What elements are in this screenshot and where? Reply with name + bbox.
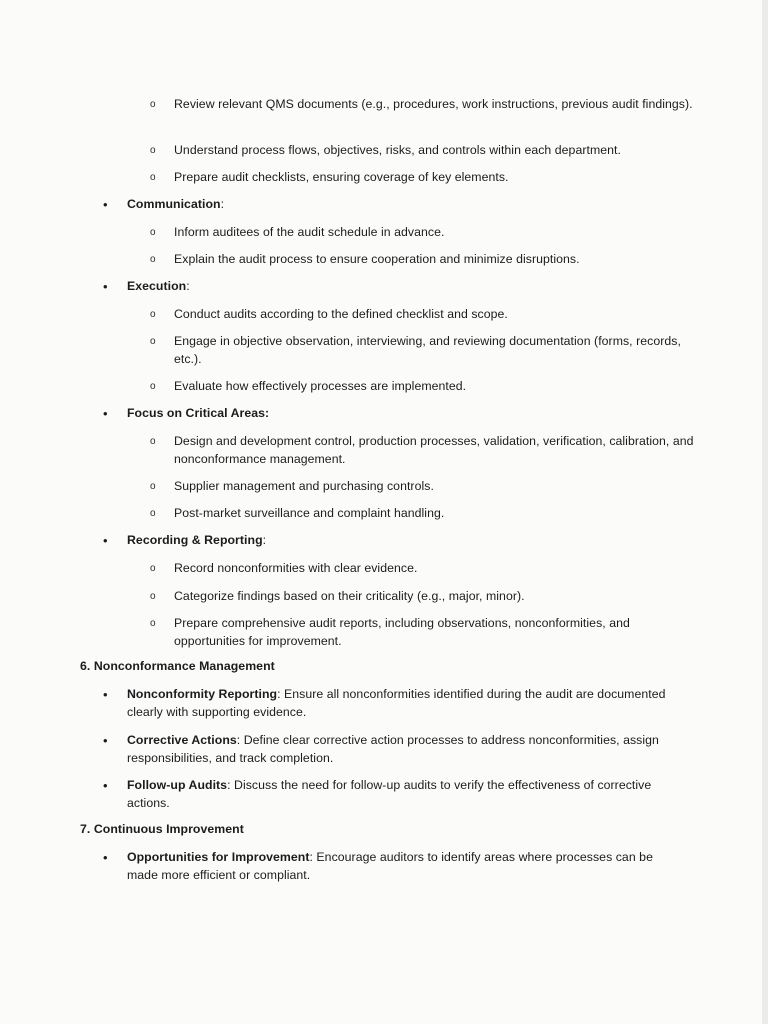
list-item	[174, 378, 704, 396]
list-item	[174, 142, 704, 160]
section-heading: 7. Continuous Improvement	[80, 822, 244, 836]
list-item	[174, 615, 704, 650]
item-text: : Define clear corrective action processes to address nonconformities, assign responsibilities, and track completion.	[127, 733, 659, 765]
bullet-heading: Recording & Reporting	[127, 533, 263, 547]
list-item	[174, 560, 704, 578]
list-item-text: Engage in objective observation, interviewing, and reviewing documentation (forms, records, etc.).	[174, 334, 681, 366]
list-item	[174, 251, 704, 269]
item-label: Opportunities for Improvement	[127, 850, 310, 864]
list-item	[174, 433, 704, 468]
item-label: Follow-up Audits	[127, 778, 228, 792]
list-item-text: Post-market surveillance and complaint handling.	[174, 506, 445, 520]
item-text: : Discuss the need for follow-up audits to verify the effectiveness of corrective actions.	[127, 778, 652, 810]
bullet-heading: Communication	[127, 197, 221, 211]
execution-heading	[127, 278, 687, 296]
item-label: Corrective Actions	[127, 733, 237, 747]
list-item	[174, 96, 704, 114]
section-heading: 6. Nonconformance Management	[80, 659, 275, 673]
heading-colon: :	[186, 279, 190, 293]
list-item-text: Record nonconformities with clear evidence.	[174, 561, 418, 575]
list-item-text: Explain the audit process to ensure cooperation and minimize disruptions.	[174, 252, 580, 266]
list-item	[174, 333, 704, 368]
item-text: : Ensure all nonconformities identified during the audit are documented clearly with supporting evidence.	[127, 687, 666, 719]
communication-heading	[127, 196, 687, 214]
list-item-text: Supplier management and purchasing controls.	[174, 479, 434, 493]
item-label: Nonconformity Reporting	[127, 687, 278, 701]
list-item-text: Understand process flows, objectives, risks, and controls within each department.	[174, 143, 621, 157]
bullet-heading: Execution	[127, 279, 187, 293]
item-text: : Encourage auditors to identify areas where processes can be made more efficient or compliant.	[127, 850, 653, 882]
list-item	[127, 686, 687, 721]
list-item	[174, 588, 704, 606]
list-item	[174, 505, 704, 523]
list-item-text: Inform auditees of the audit schedule in advance.	[174, 225, 445, 239]
list-item-text: Design and development control, production processes, validation, verification, calibration, and nonconformance management.	[174, 434, 694, 466]
list-item	[127, 777, 687, 812]
list-item	[174, 306, 704, 324]
list-item-text: Evaluate how effectively processes are implemented.	[174, 379, 467, 393]
list-item	[174, 478, 704, 496]
list-item	[127, 732, 687, 767]
list-item	[174, 169, 704, 187]
list-item-text: Prepare audit checklists, ensuring coverage of key elements.	[174, 170, 509, 184]
heading-colon: :	[262, 533, 267, 547]
recording-heading	[127, 532, 687, 550]
list-item	[174, 224, 704, 242]
list-item-text: Prepare comprehensive audit reports, including observations, nonconformities, and opportunities for improvement.	[174, 616, 630, 648]
bullet-heading: Focus on Critical Areas:	[127, 406, 270, 420]
list-item	[127, 849, 687, 884]
heading-colon: :	[220, 197, 225, 211]
list-item-text: Categorize findings based on their criticality (e.g., major, minor).	[174, 589, 525, 603]
focus-heading	[127, 405, 687, 423]
list-item-text: Conduct audits according to the defined checklist and scope.	[174, 307, 508, 321]
list-item-text: Review relevant QMS documents (e.g., procedures, work instructions, previous audit findings).	[174, 97, 693, 111]
